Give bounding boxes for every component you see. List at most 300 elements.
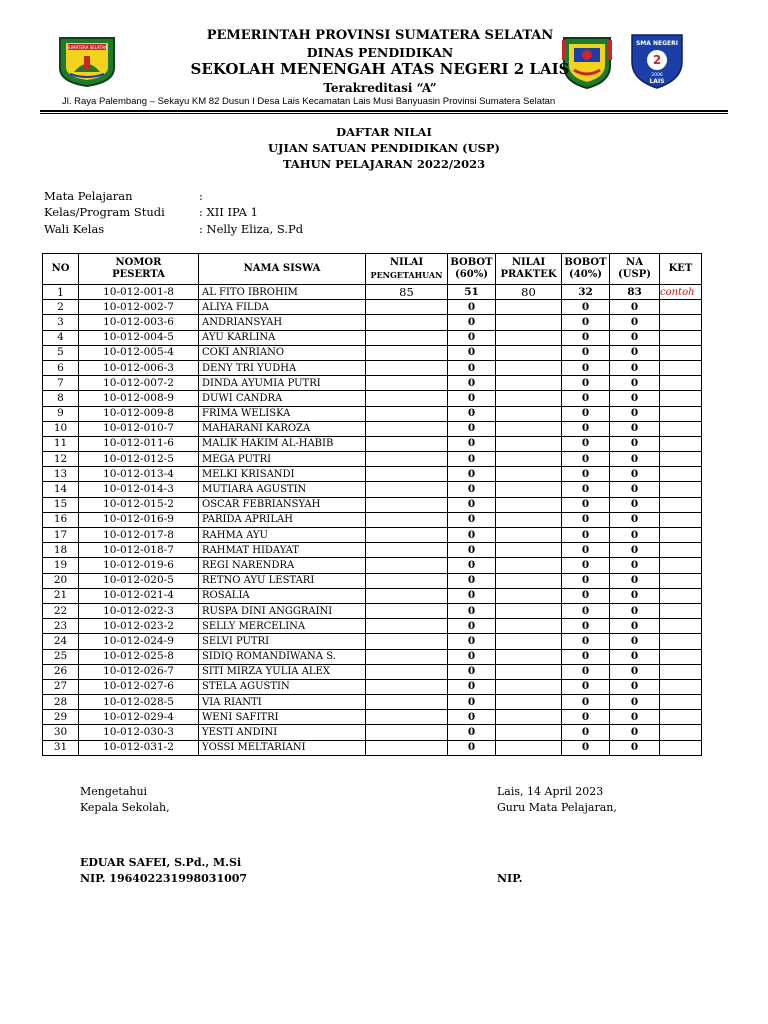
cell-weight-40: 0	[562, 467, 610, 482]
cell-participant-number: 10-012-005-4	[79, 345, 199, 360]
cell-weight-40: 0	[562, 588, 610, 603]
table-row	[43, 573, 702, 588]
cell-student-name: MUTIARA AGUSTIN	[199, 482, 366, 497]
cell-weight-60: 0	[448, 528, 496, 543]
cell-knowledge-score	[366, 634, 448, 649]
cell-knowledge-score	[366, 588, 448, 603]
cell-weight-60: 0	[448, 634, 496, 649]
cell-knowledge-score	[366, 664, 448, 679]
table-row	[43, 285, 702, 300]
cell-practice-score	[496, 376, 562, 391]
cell-no: 5	[43, 345, 79, 360]
cell-knowledge-score	[366, 740, 448, 755]
cell-student-name: ANDRIANSYAH	[199, 315, 366, 330]
cell-remarks	[660, 345, 702, 360]
cell-final-score: 0	[610, 710, 660, 725]
cell-weight-40: 0	[562, 452, 610, 467]
cell-participant-number: 10-012-014-3	[79, 482, 199, 497]
cell-student-name: RAHMAT HIDAYAT	[199, 543, 366, 558]
cell-weight-40: 0	[562, 558, 610, 573]
cell-student-name: MALIK HAKIM AL-HABIB	[199, 436, 366, 451]
table-row	[43, 376, 702, 391]
cell-practice-score	[496, 360, 562, 375]
cell-weight-60: 0	[448, 512, 496, 527]
table-row	[43, 710, 702, 725]
cell-knowledge-score	[366, 603, 448, 618]
cell-weight-40: 0	[562, 543, 610, 558]
cell-weight-60: 0	[448, 543, 496, 558]
cell-remarks	[660, 406, 702, 421]
cell-final-score: 0	[610, 619, 660, 634]
cell-final-score: 0	[610, 452, 660, 467]
cell-final-score: 0	[610, 649, 660, 664]
table-row	[43, 619, 702, 634]
cell-knowledge-score	[366, 360, 448, 375]
cell-no: 13	[43, 467, 79, 482]
cell-student-name: YESTI ANDINI	[199, 725, 366, 740]
cell-student-name: AL FITO IBROHIM	[199, 285, 366, 300]
cell-remarks	[660, 543, 702, 558]
cell-weight-40: 0	[562, 679, 610, 694]
cell-student-name: STELA AGUSTIN	[199, 679, 366, 694]
cell-no: 27	[43, 679, 79, 694]
table-row	[43, 452, 702, 467]
cell-remarks	[660, 695, 702, 710]
cell-knowledge-score	[366, 573, 448, 588]
cell-final-score: 0	[610, 497, 660, 512]
cell-weight-40: 0	[562, 391, 610, 406]
cell-participant-number: 10-012-030-3	[79, 725, 199, 740]
table-row	[43, 482, 702, 497]
signature-teacher-title: Guru Mata Pelajaran,	[497, 801, 617, 814]
cell-weight-60: 0	[448, 740, 496, 755]
cell-weight-60: 0	[448, 725, 496, 740]
cell-remarks	[660, 528, 702, 543]
cell-practice-score	[496, 725, 562, 740]
cell-participant-number: 10-012-013-4	[79, 467, 199, 482]
cell-participant-number: 10-012-012-5	[79, 452, 199, 467]
cell-student-name: DUWI CANDRA	[199, 391, 366, 406]
cell-weight-60: 0	[448, 315, 496, 330]
cell-participant-number: 10-012-019-6	[79, 558, 199, 573]
cell-weight-60: 0	[448, 406, 496, 421]
cell-weight-60: 0	[448, 300, 496, 315]
col-header-weight-40: BOBOT (40%)	[562, 254, 610, 285]
cell-no: 14	[43, 482, 79, 497]
cell-practice-score	[496, 315, 562, 330]
cell-practice-score	[496, 573, 562, 588]
cell-no: 22	[43, 603, 79, 618]
school-emblem-bottom-text: LAIS	[649, 78, 665, 85]
cell-knowledge-score	[366, 452, 448, 467]
cell-student-name: DENY TRI YUDHA	[199, 360, 366, 375]
letterhead-address: Jl. Raya Palembang – Sekayu KM 82 Dusun I Desa Lais Kecamatan Lais Musi Banyuasin Provinsi Sumatera Selatan	[62, 96, 556, 107]
cell-no: 3	[43, 315, 79, 330]
cell-weight-40: 0	[562, 740, 610, 755]
cell-knowledge-score	[366, 725, 448, 740]
table-row	[43, 528, 702, 543]
signature-principal-title: Kepala Sekolah,	[80, 801, 170, 814]
cell-knowledge-score	[366, 679, 448, 694]
cell-weight-40: 0	[562, 360, 610, 375]
cell-no: 9	[43, 406, 79, 421]
cell-practice-score	[496, 467, 562, 482]
class-value: : XII IPA 1	[199, 205, 258, 219]
cell-practice-score	[496, 634, 562, 649]
cell-final-score: 0	[610, 315, 660, 330]
cell-student-name: AYU KARLINA	[199, 330, 366, 345]
cell-weight-40: 0	[562, 573, 610, 588]
cell-remarks	[660, 376, 702, 391]
table-row	[43, 406, 702, 421]
homeroom-label: Wali Kelas	[44, 222, 105, 236]
cell-practice-score	[496, 452, 562, 467]
cell-remarks	[660, 588, 702, 603]
cell-no: 25	[43, 649, 79, 664]
cell-knowledge-score	[366, 300, 448, 315]
cell-remarks	[660, 619, 702, 634]
cell-weight-60: 0	[448, 497, 496, 512]
cell-student-name: SELLY MERCELINA	[199, 619, 366, 634]
cell-weight-40: 0	[562, 421, 610, 436]
cell-remarks	[660, 512, 702, 527]
cell-knowledge-score	[366, 421, 448, 436]
cell-participant-number: 10-012-001-8	[79, 285, 199, 300]
cell-participant-number: 10-012-002-7	[79, 300, 199, 315]
cell-student-name: MAHARANI KAROZA	[199, 421, 366, 436]
cell-final-score: 0	[610, 467, 660, 482]
cell-final-score: 0	[610, 300, 660, 315]
cell-student-name: VIA RIANTI	[199, 695, 366, 710]
cell-practice-score	[496, 482, 562, 497]
cell-weight-40: 0	[562, 315, 610, 330]
cell-knowledge-score	[366, 528, 448, 543]
cell-remarks	[660, 634, 702, 649]
cell-remarks	[660, 436, 702, 451]
letterhead-school-name: SEKOLAH MENENGAH ATAS NEGERI 2 LAIS	[190, 60, 570, 78]
cell-knowledge-score	[366, 482, 448, 497]
cell-weight-40: 0	[562, 528, 610, 543]
cell-weight-60: 0	[448, 376, 496, 391]
cell-weight-40: 0	[562, 603, 610, 618]
cell-knowledge-score	[366, 695, 448, 710]
cell-weight-40: 0	[562, 664, 610, 679]
cell-practice-score	[496, 512, 562, 527]
school-emblem-year: 2006	[651, 73, 663, 78]
cell-participant-number: 10-012-004-5	[79, 330, 199, 345]
letterhead-divider-thin	[40, 113, 728, 114]
cell-weight-60: 0	[448, 452, 496, 467]
cell-participant-number: 10-012-023-2	[79, 619, 199, 634]
cell-no: 19	[43, 558, 79, 573]
cell-remarks	[660, 573, 702, 588]
cell-final-score: 83	[610, 285, 660, 300]
signature-teacher-nip: NIP.	[497, 872, 523, 885]
letterhead-divider	[40, 110, 728, 112]
cell-knowledge-score	[366, 376, 448, 391]
cell-practice-score	[496, 391, 562, 406]
cell-participant-number: 10-012-031-2	[79, 740, 199, 755]
cell-participant-number: 10-012-025-8	[79, 649, 199, 664]
cell-student-name: OSCAR FEBRIANSYAH	[199, 497, 366, 512]
cell-remarks	[660, 649, 702, 664]
cell-no: 7	[43, 376, 79, 391]
cell-student-name: RUSPA DINI ANGGRAINI	[199, 603, 366, 618]
cell-student-name: WENI SAFITRI	[199, 710, 366, 725]
cell-participant-number: 10-012-009-8	[79, 406, 199, 421]
cell-practice-score	[496, 300, 562, 315]
cell-weight-60: 0	[448, 649, 496, 664]
cell-no: 26	[43, 664, 79, 679]
cell-practice-score	[496, 330, 562, 345]
cell-participant-number: 10-012-003-6	[79, 315, 199, 330]
cell-final-score: 0	[610, 588, 660, 603]
cell-weight-40: 0	[562, 300, 610, 315]
cell-participant-number: 10-012-028-5	[79, 695, 199, 710]
cell-weight-60: 0	[448, 391, 496, 406]
table-row	[43, 391, 702, 406]
cell-final-score: 0	[610, 345, 660, 360]
cell-no: 11	[43, 436, 79, 451]
cell-student-name: SELVI PUTRI	[199, 634, 366, 649]
signature-acknowledged: Mengetahui	[80, 785, 148, 798]
cell-weight-40: 0	[562, 482, 610, 497]
cell-knowledge-score	[366, 315, 448, 330]
cell-participant-number: 10-012-020-5	[79, 573, 199, 588]
cell-student-name: REGI NARENDRA	[199, 558, 366, 573]
school-emblem-top-text: SMA NEGERI	[635, 40, 679, 47]
cell-practice-score	[496, 558, 562, 573]
cell-weight-60: 0	[448, 573, 496, 588]
cell-participant-number: 10-012-027-6	[79, 679, 199, 694]
cell-knowledge-score	[366, 512, 448, 527]
cell-final-score: 0	[610, 679, 660, 694]
homeroom-value: : Nelly Eliza, S.Pd	[199, 222, 304, 236]
col-header-weight-60: BOBOT (60%)	[448, 254, 496, 285]
cell-weight-40: 0	[562, 512, 610, 527]
cell-final-score: 0	[610, 725, 660, 740]
letterhead-department: DINAS PENDIDIKAN	[306, 45, 454, 60]
cell-student-name: DINDA AYUMIA PUTRI	[199, 376, 366, 391]
cell-student-name: RAHMA AYU	[199, 528, 366, 543]
cell-weight-40: 0	[562, 497, 610, 512]
cell-final-score: 0	[610, 740, 660, 755]
table-row	[43, 603, 702, 618]
letterhead-government: PEMERINTAH PROVINSI SUMATERA SELATAN	[206, 28, 554, 43]
cell-remarks	[660, 664, 702, 679]
cell-student-name: YOSSI MELTARIANI	[199, 740, 366, 755]
cell-weight-60: 0	[448, 679, 496, 694]
cell-weight-60: 0	[448, 421, 496, 436]
cell-weight-40: 0	[562, 345, 610, 360]
cell-weight-60: 0	[448, 330, 496, 345]
cell-practice-score	[496, 619, 562, 634]
cell-no: 24	[43, 634, 79, 649]
cell-student-name: FRIMA WELISKA	[199, 406, 366, 421]
table-row	[43, 543, 702, 558]
cell-practice-score	[496, 497, 562, 512]
cell-remarks	[660, 421, 702, 436]
cell-knowledge-score: 85	[366, 285, 448, 300]
cell-weight-40: 0	[562, 436, 610, 451]
cell-practice-score	[496, 543, 562, 558]
cell-final-score: 0	[610, 406, 660, 421]
cell-final-score: 0	[610, 664, 660, 679]
cell-no: 21	[43, 588, 79, 603]
cell-no: 10	[43, 421, 79, 436]
cell-no: 6	[43, 360, 79, 375]
subject-label: Mata Pelajaran	[44, 189, 133, 203]
col-header-knowledge-score: NILAI PENGETAHUAN	[366, 254, 448, 285]
cell-practice-score	[496, 406, 562, 421]
cell-remarks	[660, 725, 702, 740]
table-row	[43, 664, 702, 679]
cell-no: 23	[43, 619, 79, 634]
table-row	[43, 315, 702, 330]
cell-participant-number: 10-012-026-7	[79, 664, 199, 679]
cell-knowledge-score	[366, 345, 448, 360]
col-header-participant-number: NOMOR PESERTA	[79, 254, 199, 285]
cell-knowledge-score	[366, 391, 448, 406]
cell-student-name: MEGA PUTRI	[199, 452, 366, 467]
table-header-row	[43, 254, 702, 285]
cell-weight-40: 0	[562, 695, 610, 710]
cell-knowledge-score	[366, 497, 448, 512]
col-header-no: NO	[43, 254, 79, 285]
cell-weight-60: 0	[448, 603, 496, 618]
cell-student-name: PARIDA APRILAH	[199, 512, 366, 527]
cell-remarks	[660, 452, 702, 467]
cell-no: 30	[43, 725, 79, 740]
cell-final-score: 0	[610, 573, 660, 588]
cell-knowledge-score	[366, 649, 448, 664]
cell-weight-60: 0	[448, 695, 496, 710]
cell-weight-60: 51	[448, 285, 496, 300]
col-header-remarks: KET	[660, 254, 702, 285]
table-row	[43, 467, 702, 482]
cell-participant-number: 10-012-010-7	[79, 421, 199, 436]
cell-no: 4	[43, 330, 79, 345]
grades-table	[42, 253, 702, 756]
cell-final-score: 0	[610, 695, 660, 710]
province-emblem-text: SUMATERA SELATAN	[66, 45, 108, 50]
cell-knowledge-score	[366, 330, 448, 345]
cell-practice-score	[496, 345, 562, 360]
cell-final-score: 0	[610, 558, 660, 573]
cell-remarks	[660, 330, 702, 345]
school-emblem-number: 2	[652, 53, 662, 67]
cell-knowledge-score	[366, 710, 448, 725]
cell-no: 17	[43, 528, 79, 543]
cell-weight-40: 32	[562, 285, 610, 300]
cell-no: 8	[43, 391, 79, 406]
cell-participant-number: 10-012-021-4	[79, 588, 199, 603]
col-header-final-score: NA (USP)	[610, 254, 660, 285]
table-row	[43, 512, 702, 527]
col-header-practice-score: NILAI PRAKTEK	[496, 254, 562, 285]
cell-knowledge-score	[366, 543, 448, 558]
cell-remarks	[660, 360, 702, 375]
cell-knowledge-score	[366, 436, 448, 451]
cell-remarks	[660, 497, 702, 512]
cell-participant-number: 10-012-029-4	[79, 710, 199, 725]
cell-practice-score	[496, 695, 562, 710]
document-subtitle: UJIAN SATUAN PENDIDIKAN (USP)	[267, 141, 501, 155]
cell-student-name: COKI ANRIANO	[199, 345, 366, 360]
table-row	[43, 330, 702, 345]
signature-principal-nip: NIP. 196402231998031007	[80, 872, 248, 885]
cell-weight-40: 0	[562, 406, 610, 421]
col-header-student-name: NAMA SISWA	[199, 254, 366, 285]
cell-weight-40: 0	[562, 619, 610, 634]
table-row	[43, 497, 702, 512]
cell-weight-60: 0	[448, 619, 496, 634]
cell-no: 15	[43, 497, 79, 512]
cell-final-score: 0	[610, 421, 660, 436]
cell-student-name: SIDIQ ROMANDIWANA S.	[199, 649, 366, 664]
cell-remarks	[660, 558, 702, 573]
cell-weight-40: 0	[562, 330, 610, 345]
table-row	[43, 695, 702, 710]
cell-no: 16	[43, 512, 79, 527]
cell-final-score: 0	[610, 360, 660, 375]
cell-weight-60: 0	[448, 482, 496, 497]
cell-no: 20	[43, 573, 79, 588]
cell-remarks	[660, 467, 702, 482]
cell-practice-score	[496, 710, 562, 725]
cell-weight-60: 0	[448, 467, 496, 482]
cell-no: 29	[43, 710, 79, 725]
cell-practice-score	[496, 740, 562, 755]
cell-final-score: 0	[610, 512, 660, 527]
letterhead-accreditation: Terakreditasi “A”	[323, 81, 437, 95]
cell-final-score: 0	[610, 543, 660, 558]
cell-remarks	[660, 300, 702, 315]
cell-participant-number: 10-012-024-9	[79, 634, 199, 649]
cell-remarks	[660, 603, 702, 618]
cell-student-name: SITI MIRZA YULIA ALEX	[199, 664, 366, 679]
cell-final-score: 0	[610, 376, 660, 391]
table-row	[43, 679, 702, 694]
table-row	[43, 436, 702, 451]
cell-final-score: 0	[610, 482, 660, 497]
cell-participant-number: 10-012-015-2	[79, 497, 199, 512]
cell-weight-60: 0	[448, 664, 496, 679]
cell-participant-number: 10-012-008-9	[79, 391, 199, 406]
cell-final-score: 0	[610, 330, 660, 345]
cell-participant-number: 10-012-006-3	[79, 360, 199, 375]
cell-participant-number: 10-012-017-8	[79, 528, 199, 543]
cell-final-score: 0	[610, 634, 660, 649]
cell-final-score: 0	[610, 603, 660, 618]
cell-practice-score	[496, 664, 562, 679]
grades-table-body	[43, 285, 702, 756]
table-row	[43, 740, 702, 755]
cell-final-score: 0	[610, 528, 660, 543]
class-label: Kelas/Program Studi	[44, 205, 165, 219]
cell-remarks	[660, 740, 702, 755]
table-row	[43, 558, 702, 573]
cell-knowledge-score	[366, 619, 448, 634]
cell-student-name: ROSALIA	[199, 588, 366, 603]
cell-weight-40: 0	[562, 376, 610, 391]
table-row	[43, 725, 702, 740]
cell-weight-40: 0	[562, 725, 610, 740]
cell-no: 31	[43, 740, 79, 755]
cell-practice-score	[496, 649, 562, 664]
cell-practice-score	[496, 528, 562, 543]
cell-weight-60: 0	[448, 360, 496, 375]
